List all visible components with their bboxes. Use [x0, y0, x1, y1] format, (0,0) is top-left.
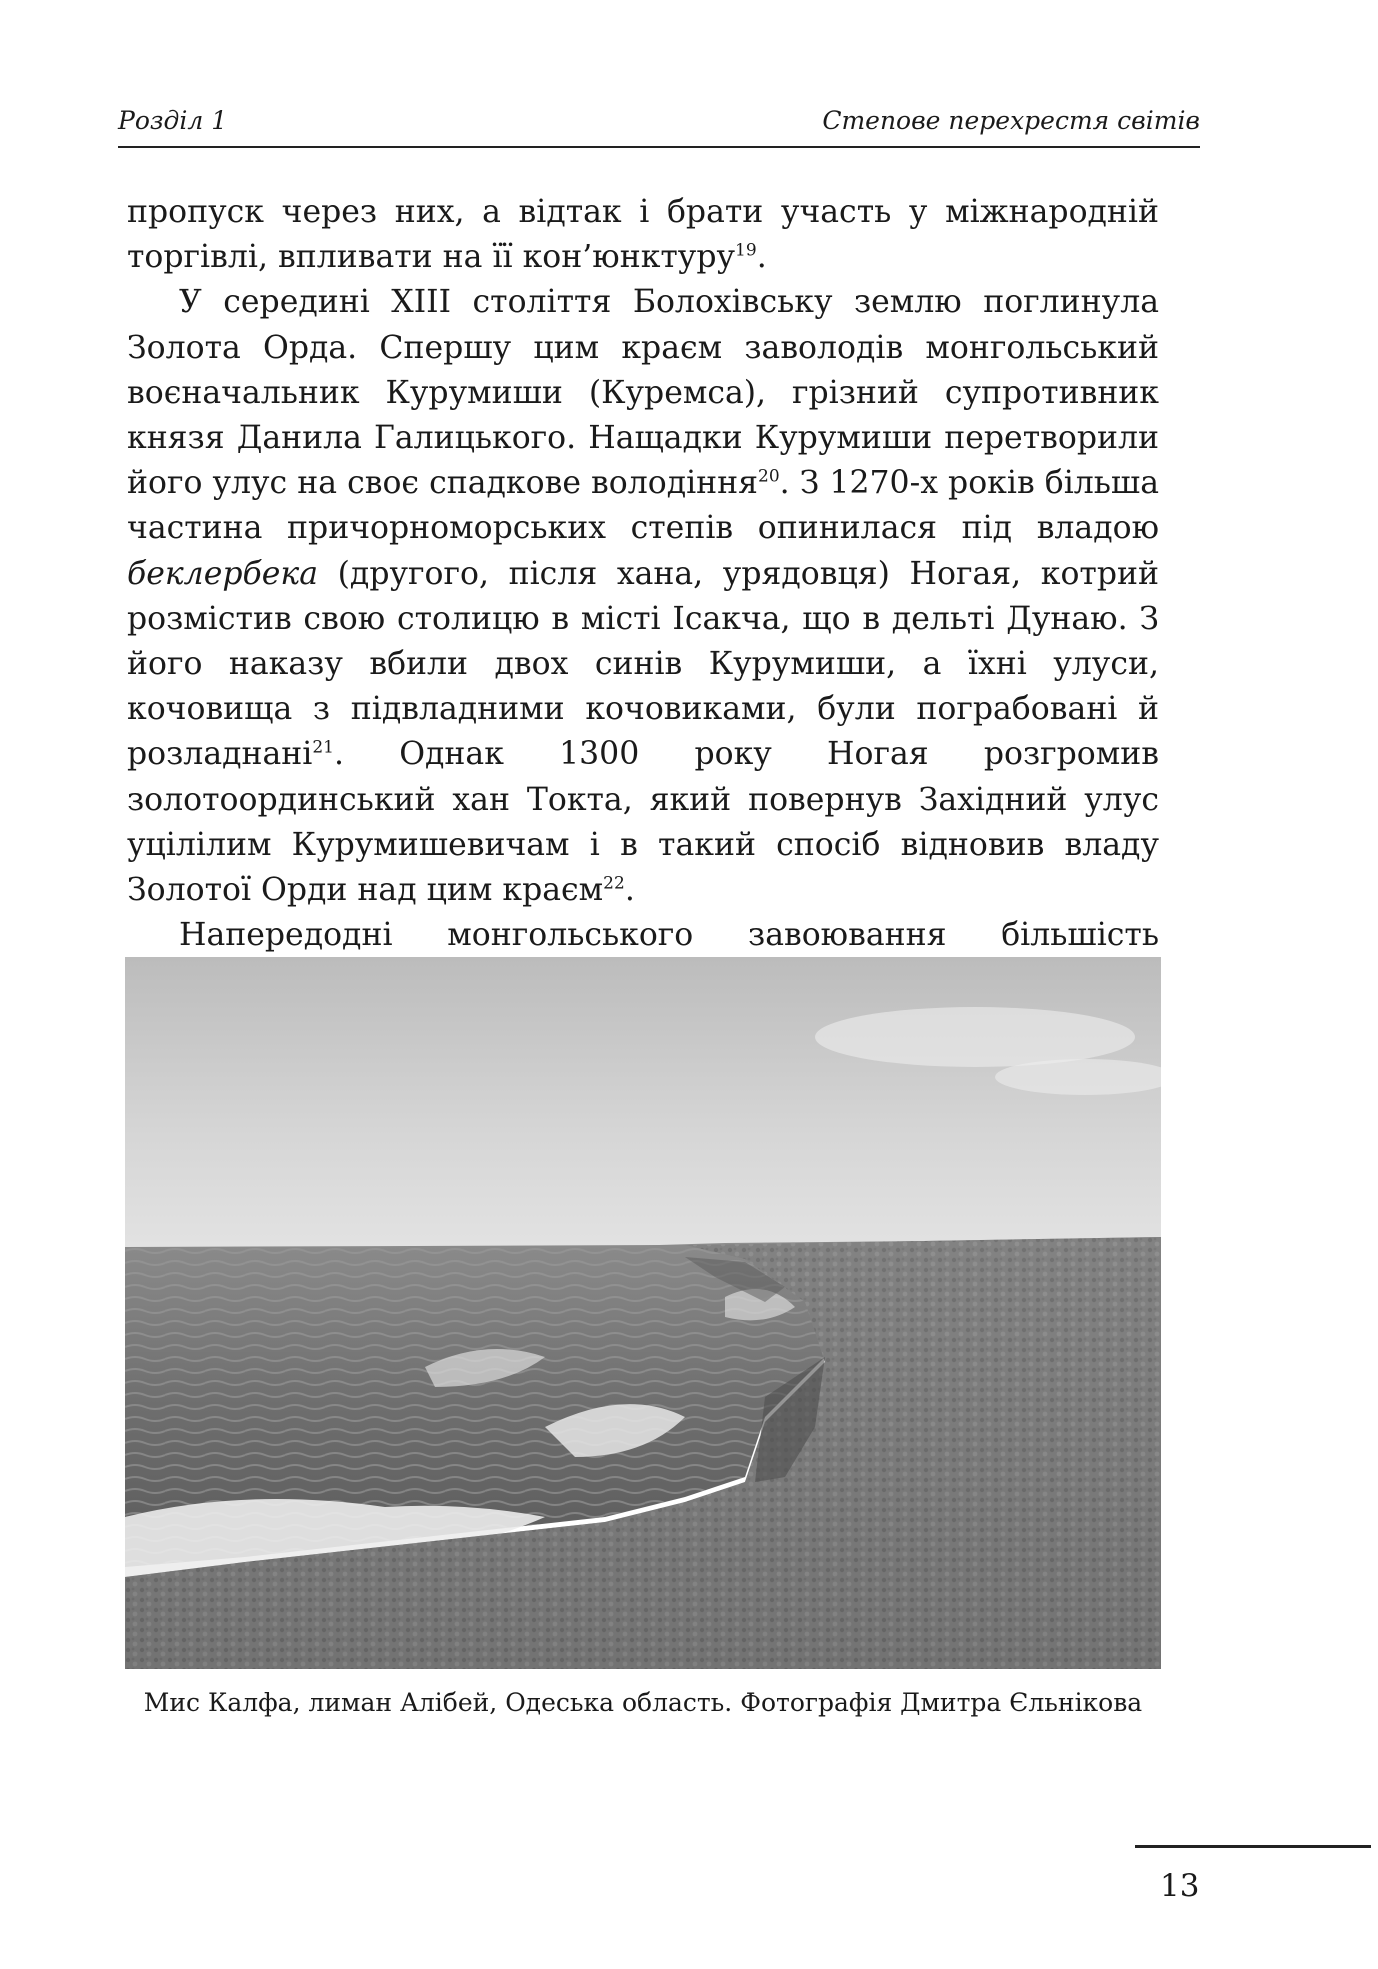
footnote-ref-19: 19 [735, 240, 757, 261]
footnote-ref-22: 22 [603, 873, 625, 894]
coast-photo [125, 957, 1161, 1669]
p2-italic-term: беклербека [127, 555, 318, 592]
page-number: 13 [1160, 1868, 1200, 1904]
section-title: Степове перехрестя світів [822, 106, 1200, 135]
p2-text-d: . Однак 1300 року Ногая розгромив золотоординський хан Токта, який повернув Західний улус уцілілим Курумишевичам і в такий спосіб відновив владу Золотої Орди над цим краєм [127, 736, 1159, 909]
footer-rule [1135, 1845, 1371, 1848]
paragraph-1 [127, 190, 1159, 280]
p2-text-c: (другого, після хана, урядовця) Ногая, котрий розмістив свою столицю в місті Ісакча, що в дельті Дунаю. З його наказу вбили двох синів Курумиши, а їхні улуси, кочовища з підвладними кочовиками, були пограбовані й розладнані [127, 555, 1159, 773]
footnote-ref-20: 20 [758, 466, 780, 487]
paragraph-2 [127, 280, 1159, 913]
chapter-label: Розділ 1 [118, 106, 228, 135]
p1-text-a: пропуск через них, а відтак і брати участь у міжнародній торгівлі, впливати на її кон’юнктуру [127, 194, 1159, 276]
body-text [127, 190, 1159, 1049]
p2-text-b: . З 1270-х років більша частина причорноморських степів опинилася під владою [127, 465, 1159, 547]
running-header [118, 106, 1200, 148]
photo-caption: Мис Калфа, лиман Алібей, Одеська область. Фотографія Дмитра Єльнікова [143, 1688, 1143, 1717]
p2-text-e: . [624, 872, 635, 909]
p2-text-a: У середині XIII століття Болохівську землю поглинула Золота Орда. Спершу цим краєм заволодів монгольський воєначальник Курумиши (Куремса), грізний супротивник князя Данила Галицького. Нащадки Курумиши перетворили його улус на своє спадкове володіння [127, 284, 1159, 502]
p1-text-b: . [756, 239, 767, 276]
p3-text: Напередодні монгольського завоювання більшість [179, 917, 1159, 954]
footnote-ref-21: 21 [312, 737, 334, 758]
